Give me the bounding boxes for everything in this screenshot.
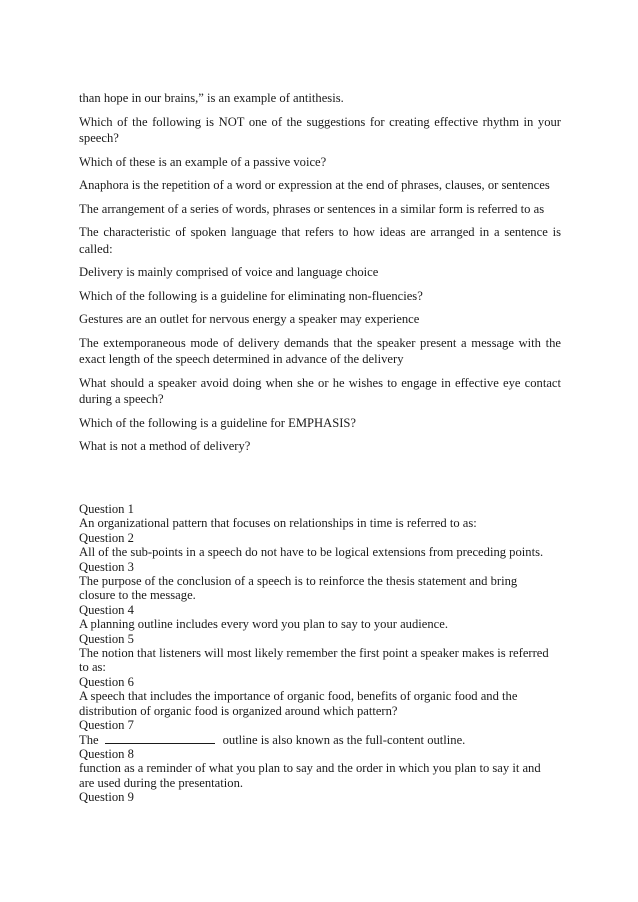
study-note: Which of the following is a guideline for eliminating non-fluencies? (79, 288, 423, 303)
study-note: than hope in our brains,” is an example of antithesis. (79, 91, 344, 105)
question-label: Question 8 (79, 746, 134, 761)
study-note: Which of the following is NOT one of the suggestions for creating effective rhythm in your speech? (79, 114, 561, 145)
study-note: The extemporaneous mode of delivery demands that the speaker present a message with the exact length of the speech determined in advance of the delivery (79, 335, 561, 366)
question-label: Question 2 (79, 530, 134, 545)
study-note: Delivery is mainly comprised of voice and language choice (79, 265, 379, 279)
question-text: function as a reminder of what you plan to say and the order in which you plan to say it and (79, 761, 541, 776)
question-text: A planning outline includes every word you plan to say to your audience. (79, 617, 448, 632)
study-note: What is not a method of delivery? (79, 439, 251, 453)
question-label: Question 5 (79, 631, 134, 646)
study-note: The arrangement of a series of words, phrases or sentences in a similar form is referred to as (79, 201, 545, 216)
study-note: Anaphora is the repetition of a word or expression at the end of phrases, clauses, or sentences (79, 178, 550, 192)
question-text: closure to the message. (79, 588, 196, 603)
question-text-with-blank (79, 733, 561, 747)
question-label: Question 9 (79, 790, 134, 805)
question-text: are used during the presentation. (79, 775, 244, 790)
question-text-after-blank: outline is also known as the full-content outline. (222, 732, 466, 747)
question-label: Question 3 (79, 559, 134, 574)
question-text: An organizational pattern that focuses on relationships in time is referred to as: (79, 516, 477, 531)
study-note: Which of these is an example of a passive voice? (79, 154, 327, 169)
question-text: The purpose of the conclusion of a speech is to reinforce the thesis statement and bring (79, 574, 518, 589)
study-note: What should a speaker avoid doing when she or he wishes to engage in effective eye contact during a speech? (79, 375, 561, 406)
question-label: Question 4 (79, 602, 134, 617)
fill-in-blank (105, 733, 215, 744)
question-text: All of the sub-points in a speech do not have to be logical extensions from preceding points. (79, 545, 544, 560)
study-notes-list (79, 90, 561, 462)
question-label: Question 6 (79, 674, 134, 689)
question-text-before-blank: The (79, 732, 99, 747)
question-text: The notion that listeners will most likely remember the first point a speaker makes is referred (79, 646, 549, 661)
study-note: The characteristic of spoken language that refers to how ideas are arranged in a sentence is called: (79, 225, 561, 256)
study-note: Gestures are an outlet for nervous energy a speaker may experience (79, 312, 420, 326)
study-note: Which of the following is a guideline for EMPHASIS? (79, 415, 357, 430)
question-text: to as: (79, 660, 106, 675)
question-label: Question 7 (79, 718, 134, 733)
question-list (79, 502, 561, 805)
question-text: A speech that includes the importance of organic food, benefits of organic food and the (79, 689, 518, 704)
question-label: Question 1 (79, 502, 134, 516)
question-text: distribution of organic food is organized around which pattern? (79, 703, 398, 718)
